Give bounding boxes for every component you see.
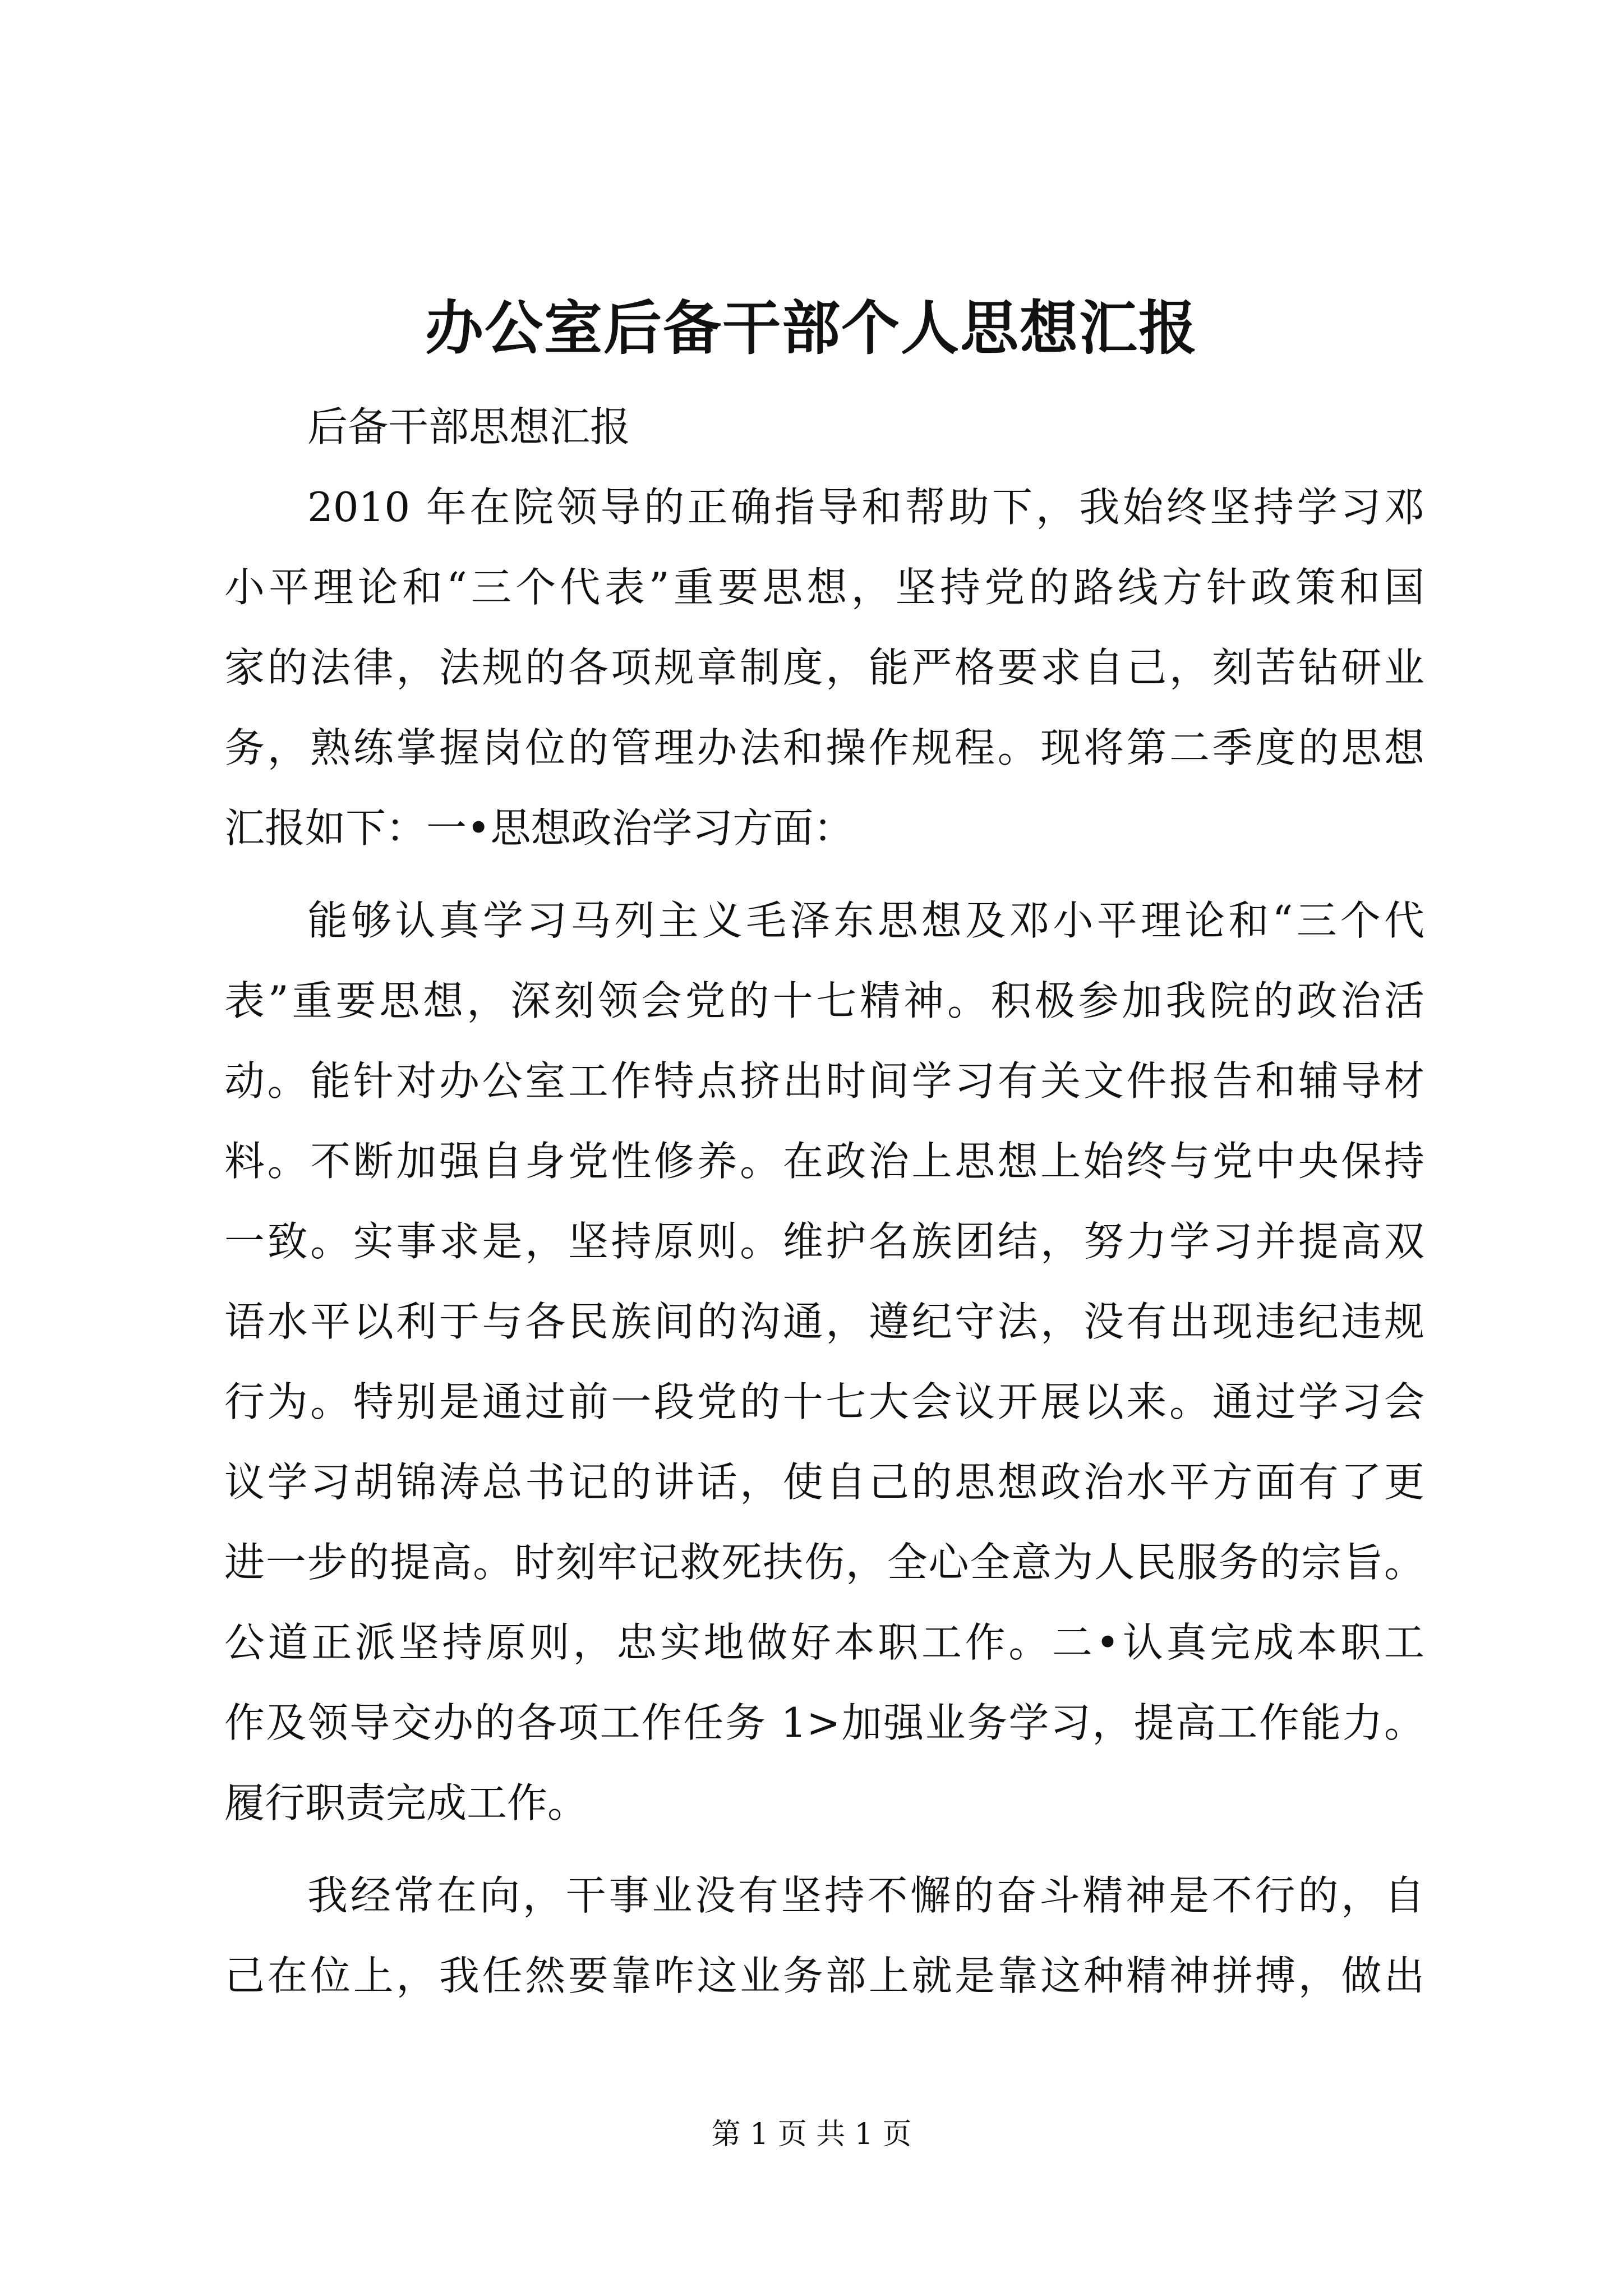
paragraph-1-line: 汇报如下：一•思想政治学习方面： — [224, 804, 854, 852]
paragraph-2-line: 能够认真学习马列主义毛泽东思想及邓小平理论和“三个代 — [307, 897, 1424, 944]
paragraph-1-line: 2010 年在院领导的正确指导和帮助下，我始终坚持学习邓 — [307, 484, 1424, 531]
paragraph-1-line: 家的法律，法规的各项规章制度，能严格要求自己，刻苦钻研业 — [224, 644, 1424, 691]
page-footer: 第 1 页 共 1 页 — [711, 2118, 912, 2151]
paragraph-2-line: 料。不断加强自身党性修养。在政治上思想上始终与党中央保持 — [224, 1138, 1424, 1185]
paragraph-2-line: 动。能针对办公室工作特点挤出时间学习有关文件报告和辅导材 — [224, 1057, 1424, 1105]
paragraph-1-line: 务，熟练掌握岗位的管理办法和操作规程。现将第二季度的思想 — [224, 724, 1424, 771]
document-subtitle: 后备干部思想汇报 — [307, 403, 631, 450]
paragraph-1-line: 小平理论和“三个代表”重要思想，坚持党的路线方针政策和国 — [224, 564, 1424, 611]
paragraph-2-line: 表”重要思想，深刻领会党的十七精神。积极参加我院的政治活 — [224, 977, 1424, 1024]
paragraph-3-line: 己在位上，我任然要靠咋这业务部上就是靠这种精神拼搏，做出 — [224, 1952, 1424, 1999]
paragraph-2-line: 一致。实事求是，坚持原则。维护名族团结，努力学习并提高双 — [224, 1218, 1424, 1265]
paragraph-2-line: 公道正派坚持原则，忠实地做好本职工作。二•认真完成本职工 — [224, 1619, 1424, 1666]
paragraph-2-line: 语水平以利于与各民族间的沟通，遵纪守法，没有出现违纪违规 — [224, 1298, 1424, 1345]
paragraph-2-line: 作及领导交办的各项工作任务 1>加强业务学习，提高工作能力。 — [224, 1699, 1424, 1746]
document-title: 办公室后备干部个人思想汇报 — [425, 293, 1198, 362]
paragraph-gap — [224, 1843, 1424, 1856]
paragraph-gap — [224, 868, 1424, 881]
paragraph-2-line: 行为。特别是通过前一段党的十七大会议开展以来。通过学习会 — [224, 1378, 1424, 1425]
paragraph-2-line: 议学习胡锦涛总书记的讲话，使自己的思想政治水平方面有了更 — [224, 1458, 1424, 1506]
paragraph-3-line: 我经常在向，干事业没有坚持不懈的奋斗精神是不行的，自 — [307, 1872, 1424, 1919]
paragraph-2-line: 进一步的提高。时刻牢记救死扶伤，全心全意为人民服务的宗旨。 — [224, 1539, 1424, 1586]
paragraph-2-line: 履行职责完成工作。 — [224, 1779, 588, 1826]
document-body — [224, 387, 1424, 2016]
